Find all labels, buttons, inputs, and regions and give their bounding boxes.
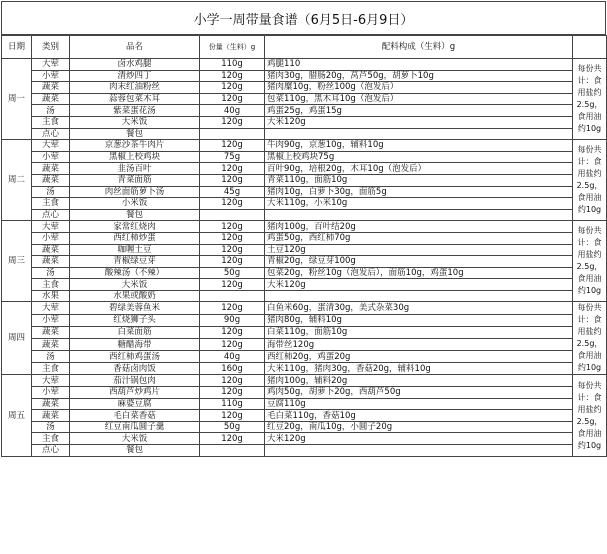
dish-name-cell: 红豆南瓜圆子羹: [70, 421, 200, 433]
category-cell: 蔬菜: [32, 398, 70, 410]
table-row: [2, 433, 607, 445]
weight-cell: 120g: [200, 244, 265, 256]
dish-name-cell: 餐包: [70, 209, 200, 221]
table-row: [2, 445, 607, 457]
weight-cell: 120g: [200, 433, 265, 445]
weight-cell: 120g: [200, 279, 265, 291]
dish-name-cell: 碧绿美蓉鱼米: [70, 302, 200, 314]
day-cell: 周三: [2, 221, 32, 302]
weight-cell: [200, 290, 265, 302]
table-row: [2, 186, 607, 198]
category-cell: 蔬菜: [32, 93, 70, 105]
table-row: [2, 279, 607, 291]
category-cell: 点心: [32, 209, 70, 221]
header-category: 类别: [32, 36, 70, 59]
nutrition-note: 每份共 计：食 用盐约 2.5g， 食用油 约10g: [573, 59, 607, 140]
nutrition-note: 每份共 计：食 用盐约 2.5g， 食用油 约10g: [573, 140, 607, 221]
dish-name-cell: 青菜面筋: [70, 174, 200, 186]
table-row: [2, 363, 607, 375]
table-row: [2, 290, 607, 302]
table-row: [2, 267, 607, 279]
ingredients-cell: 红豆20g，南瓜10g，小圆子20g: [265, 421, 573, 433]
weight-cell: 120g: [200, 256, 265, 268]
weight-cell: 120g: [200, 221, 265, 233]
category-cell: 主食: [32, 433, 70, 445]
ingredients-cell: 西红柿20g，鸡蛋20g: [265, 351, 573, 363]
weight-cell: 120g: [200, 163, 265, 175]
category-cell: 蔬菜: [32, 163, 70, 175]
table-row: [2, 221, 607, 233]
dish-name-cell: 水果或酸奶: [70, 290, 200, 302]
category-cell: 主食: [32, 363, 70, 375]
category-cell: 小荤: [32, 314, 70, 326]
dish-name-cell: 酸辣汤（不辣）: [70, 267, 200, 279]
dish-name-cell: 肉末红油粉丝: [70, 82, 200, 94]
weight-cell: 90g: [200, 314, 265, 326]
table-row: [2, 338, 607, 350]
dish-name-cell: 京葱沙茶牛肉片: [70, 140, 200, 152]
weight-cell: 120g: [200, 82, 265, 94]
dish-name-cell: 小米饭: [70, 198, 200, 210]
weight-cell: 120g: [200, 302, 265, 314]
table-row: [2, 128, 607, 140]
category-cell: 蔬菜: [32, 338, 70, 350]
weight-cell: 120g: [200, 375, 265, 387]
header-weight: 份量（生料）g: [200, 36, 265, 59]
dish-name-cell: 大米饭: [70, 433, 200, 445]
category-cell: 蔬菜: [32, 82, 70, 94]
ingredients-cell: 猪肉30g，腊肠20g，莴芦50g，胡萝卜10g: [265, 70, 573, 82]
table-row: [2, 314, 607, 326]
table-row: [2, 59, 607, 71]
dish-name-cell: 大米饭: [70, 279, 200, 291]
category-cell: 汤: [32, 267, 70, 279]
category-cell: 点心: [32, 128, 70, 140]
dish-name-cell: 肉丝面筋萝卜汤: [70, 186, 200, 198]
weight-cell: 120g: [200, 387, 265, 399]
dish-name-cell: 白菜面筋: [70, 326, 200, 338]
ingredients-cell: [265, 445, 573, 457]
ingredients-cell: 猪肉10g，白萝卜30g，面筋5g: [265, 186, 573, 198]
table-row: [2, 375, 607, 387]
dish-name-cell: 西红柿炒蛋: [70, 232, 200, 244]
weight-cell: [200, 445, 265, 457]
ingredients-cell: 猪肉100g，百叶结20g: [265, 221, 573, 233]
dish-name-cell: 糖醋海带: [70, 338, 200, 350]
category-cell: 大荤: [32, 59, 70, 71]
dish-name-cell: 咖喱土豆: [70, 244, 200, 256]
category-cell: 汤: [32, 105, 70, 117]
nutrition-note: 每份共 计：食 用盐约 2.5g， 食用油 约10g: [573, 375, 607, 456]
category-cell: 大荤: [32, 140, 70, 152]
category-cell: 主食: [32, 116, 70, 128]
dish-name-cell: 麻婆豆腐: [70, 398, 200, 410]
ingredients-cell: 青椒20g，绿豆芽100g: [265, 256, 573, 268]
weight-cell: 120g: [200, 93, 265, 105]
ingredients-cell: 豆腐110g: [265, 398, 573, 410]
category-cell: 小荤: [32, 232, 70, 244]
category-cell: 汤: [32, 186, 70, 198]
ingredients-cell: 百叶90g，培根20g，木耳10g（泡发后）: [265, 163, 573, 175]
table-row: [2, 398, 607, 410]
dish-name-cell: 家常红烧肉: [70, 221, 200, 233]
dish-name-cell: 黑椒上校鸡块: [70, 151, 200, 163]
sheet-title: 小学一周带量食谱（6月5日-6月9日）: [1, 1, 606, 35]
dish-name-cell: 餐包: [70, 128, 200, 140]
ingredients-cell: 土豆120g: [265, 244, 573, 256]
weight-cell: 120g: [200, 70, 265, 82]
dish-name-cell: 蒜蓉包菜木耳: [70, 93, 200, 105]
header-name: 品名: [70, 36, 200, 59]
category-cell: 蔬菜: [32, 410, 70, 422]
weight-cell: 160g: [200, 363, 265, 375]
dish-name-cell: 紫菜蛋花汤: [70, 105, 200, 117]
table-row: [2, 421, 607, 433]
table-row: [2, 151, 607, 163]
table-row: [2, 70, 607, 82]
ingredients-cell: 大米120g: [265, 279, 573, 291]
dish-name-cell: 西红柿鸡蛋汤: [70, 351, 200, 363]
weight-cell: 110g: [200, 398, 265, 410]
ingredients-cell: 青菜110g，面筋10g: [265, 174, 573, 186]
ingredients-cell: 黑椒上校鸡块75g: [265, 151, 573, 163]
category-cell: 大荤: [32, 221, 70, 233]
dish-name-cell: 餐包: [70, 445, 200, 457]
category-cell: 水果: [32, 290, 70, 302]
header-day: 日期: [2, 36, 32, 59]
day-cell: 周一: [2, 59, 32, 140]
dish-name-cell: 香菇卤肉饭: [70, 363, 200, 375]
dish-name-cell: 茄汁锅包肉: [70, 375, 200, 387]
menu-table: [1, 35, 607, 457]
day-cell: 周四: [2, 302, 32, 375]
category-cell: 主食: [32, 279, 70, 291]
table-row: [2, 351, 607, 363]
category-cell: 蔬菜: [32, 256, 70, 268]
day-cell: 周二: [2, 140, 32, 221]
weight-cell: 120g: [200, 140, 265, 152]
category-cell: 汤: [32, 421, 70, 433]
header-note: [573, 36, 607, 59]
weight-cell: 120g: [200, 116, 265, 128]
table-row: [2, 302, 607, 314]
ingredients-cell: 猪肉100g，辅料20g: [265, 375, 573, 387]
dish-name-cell: 西葫芦炒鸡片: [70, 387, 200, 399]
category-cell: 小荤: [32, 151, 70, 163]
dish-name-cell: 毛白菜香菇: [70, 410, 200, 422]
table-row: [2, 116, 607, 128]
weight-cell: [200, 209, 265, 221]
category-cell: 蔬菜: [32, 244, 70, 256]
table-row: [2, 232, 607, 244]
category-cell: 点心: [32, 445, 70, 457]
table-row: [2, 256, 607, 268]
table-row: [2, 174, 607, 186]
category-cell: 主食: [32, 198, 70, 210]
nutrition-note: 每份共 计：食 用盐约 2.5g， 食用油 约10g: [573, 221, 607, 302]
ingredients-cell: [265, 209, 573, 221]
ingredients-cell: 包菜110g，黑木耳10g（泡发后）: [265, 93, 573, 105]
category-cell: 大荤: [32, 302, 70, 314]
ingredients-cell: 大米110g，猪肉30g，香菇20g，辅料10g: [265, 363, 573, 375]
table-row: [2, 93, 607, 105]
weight-cell: 40g: [200, 105, 265, 117]
dish-name-cell: 大米饭: [70, 116, 200, 128]
ingredients-cell: 白鱼米60g，蛋清30g，美式杂菜30g: [265, 302, 573, 314]
weight-cell: 120g: [200, 232, 265, 244]
table-row: [2, 410, 607, 422]
table-row: [2, 105, 607, 117]
ingredients-cell: 猪肉糜10g，粉丝100g（泡发后）: [265, 82, 573, 94]
weight-cell: 45g: [200, 186, 265, 198]
table-row: [2, 326, 607, 338]
menu-body: [2, 59, 607, 457]
menu-sheet: [1, 1, 606, 552]
weight-cell: 110g: [200, 59, 265, 71]
ingredients-cell: 猪肉80g，辅料10g: [265, 314, 573, 326]
category-cell: 小荤: [32, 387, 70, 399]
category-cell: 蔬菜: [32, 326, 70, 338]
ingredients-cell: 大米120g: [265, 433, 573, 445]
weight-cell: [200, 128, 265, 140]
ingredients-cell: 鸡肉50g，胡萝卜20g，西葫芦50g: [265, 387, 573, 399]
category-cell: 小荤: [32, 70, 70, 82]
ingredients-cell: 鸡蛋25g，鸡蛋15g: [265, 105, 573, 117]
table-row: [2, 198, 607, 210]
table-row: [2, 209, 607, 221]
dish-name-cell: 青椒绿豆芽: [70, 256, 200, 268]
ingredients-cell: 鸡蛋50g，西红柿70g: [265, 232, 573, 244]
ingredients-cell: 牛肉90g，京葱10g，辅料10g: [265, 140, 573, 152]
dish-name-cell: 红烧狮子头: [70, 314, 200, 326]
ingredients-cell: 大米120g: [265, 116, 573, 128]
table-row: [2, 244, 607, 256]
weight-cell: 120g: [200, 410, 265, 422]
dish-name-cell: 韭汤百叶: [70, 163, 200, 175]
ingredients-cell: 海带丝120g: [265, 338, 573, 350]
table-row: [2, 387, 607, 399]
ingredients-cell: 毛白菜110g，香菇10g: [265, 410, 573, 422]
weight-cell: 40g: [200, 351, 265, 363]
table-row: [2, 140, 607, 152]
nutrition-note: 每份共 计：食 用盐约 2.5g， 食用油 约10g: [573, 302, 607, 375]
day-cell: 周五: [2, 375, 32, 456]
weight-cell: 120g: [200, 174, 265, 186]
weight-cell: 120g: [200, 338, 265, 350]
ingredients-cell: 包菜20g，粉丝10g（泡发后），面筋10g，鸡蛋10g: [265, 267, 573, 279]
weight-cell: 120g: [200, 326, 265, 338]
ingredients-cell: [265, 290, 573, 302]
weight-cell: 120g: [200, 198, 265, 210]
category-cell: 蔬菜: [32, 174, 70, 186]
header-row: [2, 36, 607, 59]
table-row: [2, 163, 607, 175]
weight-cell: 75g: [200, 151, 265, 163]
ingredients-cell: 白菜110g，面筋10g: [265, 326, 573, 338]
dish-name-cell: 卤水鸡腿: [70, 59, 200, 71]
header-ingredients: 配料构成（生料）g: [265, 36, 573, 59]
ingredients-cell: [265, 128, 573, 140]
category-cell: 汤: [32, 351, 70, 363]
weight-cell: 50g: [200, 421, 265, 433]
category-cell: 大荤: [32, 375, 70, 387]
weight-cell: 50g: [200, 267, 265, 279]
ingredients-cell: 大米110g，小米10g: [265, 198, 573, 210]
dish-name-cell: 清炒四丁: [70, 70, 200, 82]
table-row: [2, 82, 607, 94]
ingredients-cell: 鸡腿110: [265, 59, 573, 71]
